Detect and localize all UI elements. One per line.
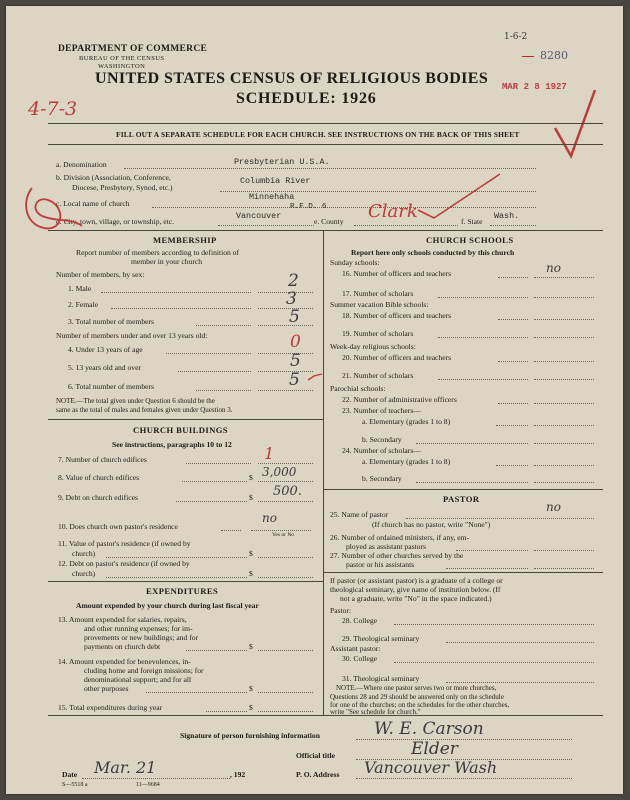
red-dash-mark (522, 56, 534, 57)
city-label: d. City, town, village, or township, etc. (56, 217, 175, 226)
q6-total-value: 5 (289, 370, 300, 390)
q7-edifices-label: 7. Number of church edifices (58, 455, 147, 464)
po-address-label: P. O. Address (296, 770, 340, 779)
pastor-note-3: for one of the churches; on the schedules for the other churches, (330, 701, 510, 709)
q12-residence-debt-label: 12. Debt on pastor's residence (if owned by (58, 559, 190, 568)
q11-dollar-sign: $ (249, 549, 253, 558)
denomination-value: Presbyterian U.S.A. (234, 157, 330, 167)
q13-label-3: provements or new buildings; and for (84, 633, 199, 642)
pastor-note-2: Questions 28 and 29 should be answered only on the schedule (330, 693, 504, 701)
q13-label-4: payments on church debt (84, 642, 161, 651)
q23a-label: a. Elementary (grades 1 to 8) (362, 417, 451, 426)
weekday-schools-label: Week-day religious schools: (330, 342, 416, 351)
church-schools-heading: CHURCH SCHOOLS (426, 235, 514, 245)
pastor-note-4: write "See schedule for church." (330, 708, 421, 716)
q24a-label: a. Elementary (grades 1 to 8) (362, 457, 451, 466)
expenditures-heading: EXPENDITURES (146, 586, 219, 596)
q1-male-value: 2 (288, 271, 299, 291)
graduate-instruction-1: If pastor (or assistant pastor) is a graduate of a college or (330, 576, 503, 585)
form-number: S—5518 a (62, 782, 88, 788)
membership-note-2: same as the total of males and females given under Question 3. (56, 406, 233, 414)
denomination-label: a. Denomination (56, 160, 107, 169)
church-name-value: Minnehaha (249, 192, 295, 202)
q4-under-13-label: 4. Under 13 years of age (68, 345, 143, 354)
membership-intro-2: member in your church (131, 257, 203, 266)
pastor-note-1: NOTE.—Where one pastor serves two or more churches, (336, 684, 497, 692)
red-tick-mark-icon (306, 370, 324, 388)
q25-note: (If church has no pastor, write "None") (372, 520, 491, 529)
q3-total-value: 5 (289, 307, 300, 327)
census-schedule-page (6, 6, 623, 794)
county-value: Clark (368, 201, 418, 222)
church-schools-intro: Report here only schools conducted by this church (351, 248, 515, 257)
q25-value: no (546, 500, 561, 514)
pastor-heading: PASTOR (443, 494, 480, 504)
q22-label: 22. Number of administrative officers (342, 395, 457, 404)
bureau-city: WASHINGTON (98, 63, 146, 70)
division-label: b. Division (Association, Conference, (56, 173, 171, 182)
red-underline-mark-icon (414, 170, 504, 225)
q13-label-1: 13. Amount expended for salaries, repairs, (58, 615, 187, 624)
q14-dollar-sign: $ (249, 684, 253, 693)
church-buildings-heading: CHURCH BUILDINGS (133, 425, 228, 435)
q21-label: 21. Number of scholars (342, 371, 414, 380)
q5-13-and-over-value: 5 (290, 351, 301, 371)
po-address-value: Vancouver Wash (364, 758, 498, 777)
q25-label: 25. Name of pastor (330, 510, 389, 519)
q27-label-2: pastor or his assistants (346, 560, 415, 569)
date-label: Date (62, 770, 78, 779)
parochial-schools-label: Parochial schools: (330, 384, 386, 393)
print-number: 11—9684 (136, 782, 160, 788)
signature-label: Signature of person furnishing information (180, 731, 320, 740)
q26-label-2: ployed as assistant pastors (346, 542, 426, 551)
q23b-label: b. Secondary (362, 435, 402, 444)
q28-label: 28. College (342, 616, 378, 625)
q24b-label: b. Secondary (362, 474, 402, 483)
rfd-value: R.F.D. 6 (290, 203, 327, 211)
q30-label: 30. College (342, 654, 378, 663)
division-value: Columbia River (240, 176, 311, 186)
form-title: UNITED STATES CENSUS OF RELIGIOUS BODIES (95, 70, 489, 87)
city-value: Vancouver (236, 211, 282, 221)
q26-label: 26. Number of ordained ministers, if any, em- (330, 533, 470, 542)
pastor-label: Pastor: (330, 606, 352, 615)
q23-label: 23. Number of teachers— (342, 406, 421, 415)
q16-value: no (546, 261, 561, 275)
sunday-schools-label: Sunday schools: (330, 258, 380, 267)
q24-label: 24. Number of scholars— (342, 446, 421, 455)
q31-label: 31. Theological seminary (342, 674, 420, 683)
q14-label-4: other purposes (84, 684, 129, 693)
q27-label: 27. Number of other churches served by the (330, 551, 464, 560)
date-value: Mar. 21 (94, 758, 157, 777)
q15-total-label: 15. Total expenditures during year (58, 703, 163, 712)
q12-church-label: church) (72, 569, 96, 578)
graduate-instruction-2: theological seminary, give name of institution below. (If (330, 585, 501, 594)
q14-label-1: 14. Amount expended for benevolences, in- (58, 657, 191, 666)
signature-value: W. E. Carson (374, 719, 484, 739)
q15-dollar-sign: $ (249, 703, 253, 712)
q13-label-2: and other running expenses; for im- (84, 624, 193, 633)
file-number: 8280 (540, 49, 568, 62)
yes-no-caption: Yes or No (272, 532, 295, 538)
official-title-value: Elder (411, 739, 458, 759)
q8-dollar-sign: $ (249, 473, 253, 482)
q12-dollar-sign: $ (249, 569, 253, 578)
q2-female-label: 2. Female (68, 300, 98, 309)
q8-value-amount: 3,000 (262, 465, 297, 479)
bureau-name: BUREAU OF THE CENSUS (79, 55, 165, 62)
q9-dollar-sign: $ (249, 493, 253, 502)
q14-label-3: denominational support; and for all (84, 675, 192, 684)
q13-dollar-sign: $ (249, 642, 253, 651)
members-by-sex-label: Number of members, by sex: (56, 270, 145, 279)
expenditures-subheading: Amount expended by your church during last fiscal year (76, 601, 259, 610)
q18-label: 18. Number of officers and teachers (342, 311, 452, 320)
membership-intro-1: Report number of members according to definition of (76, 248, 240, 257)
state-value: Wash. (494, 211, 520, 221)
handwritten-code: 4-7-3 (28, 98, 78, 120)
q16-label: 16. Number of officers and teachers (342, 269, 452, 278)
date-year: , 192 (230, 770, 246, 779)
q5-13-and-over-label: 5. 13 years old and over (68, 363, 141, 372)
q1-male-label: 1. Male (68, 284, 92, 293)
church-name-label: c. Local name of church (56, 199, 130, 208)
q10-residence-label: 10. Does church own pastor's residence (58, 522, 178, 531)
membership-note-1: NOTE.—The total given under Question 6 should be the (56, 397, 215, 405)
official-title-label: Official title (296, 751, 336, 760)
q20-label: 20. Number of officers and teachers (342, 353, 452, 362)
schedule-title: SCHEDULE: 1926 (236, 90, 377, 107)
q3-total-label: 3. Total number of members (68, 317, 155, 326)
q14-label-2: cluding home and foreign missions; for (84, 666, 204, 675)
age-group-label: Number of members under and over 13 years old: (56, 331, 208, 340)
q7-edifices-value: 1 (264, 444, 275, 463)
q8-value-label: 8. Value of church edifices (58, 473, 140, 482)
q17-label: 17. Number of scholars (342, 289, 414, 298)
membership-heading: MEMBERSHIP (153, 235, 217, 245)
instruction-line: FILL OUT A SEPARATE SCHEDULE FOR EACH CHURCH. SEE INSTRUCTIONS ON THE BACK OF THIS SHEET (116, 130, 520, 139)
summer-schools-label: Summer vacation Bible schools: (330, 300, 429, 309)
q2-female-value: 3 (286, 289, 297, 309)
division-label-2: Diocese, Presbytery, Synod, etc.) (72, 183, 173, 192)
q10-residence-value: no (262, 511, 277, 525)
graduate-instruction-3: not a graduate, write "No" in the space indicated.) (340, 594, 492, 603)
q9-debt-amount: 500. (273, 484, 302, 499)
q11-residence-value-label: 11. Value of pastor's residence (if owned by (58, 539, 191, 548)
q9-debt-label: 9. Debt on church edifices (58, 493, 138, 502)
q11-church-label: church) (72, 549, 96, 558)
q29-label: 29. Theological seminary (342, 634, 420, 643)
department-name: DEPARTMENT OF COMMERCE (58, 44, 208, 54)
file-note: 1-6-2 (504, 32, 528, 42)
county-label: e. County (314, 217, 344, 226)
church-buildings-subheading: See instructions, paragraphs 10 to 12 (112, 440, 232, 449)
assistant-pastor-label: Assistant pastor: (330, 644, 381, 653)
red-scribble-mark-icon (18, 178, 93, 243)
q4-under-13-value: 0 (290, 332, 301, 352)
received-date-stamp: MAR 2 8 1927 (502, 82, 567, 92)
q6-total-label: 6. Total number of members (68, 382, 155, 391)
state-label: f. State (461, 217, 483, 226)
q19-label: 19. Number of scholars (342, 329, 414, 338)
